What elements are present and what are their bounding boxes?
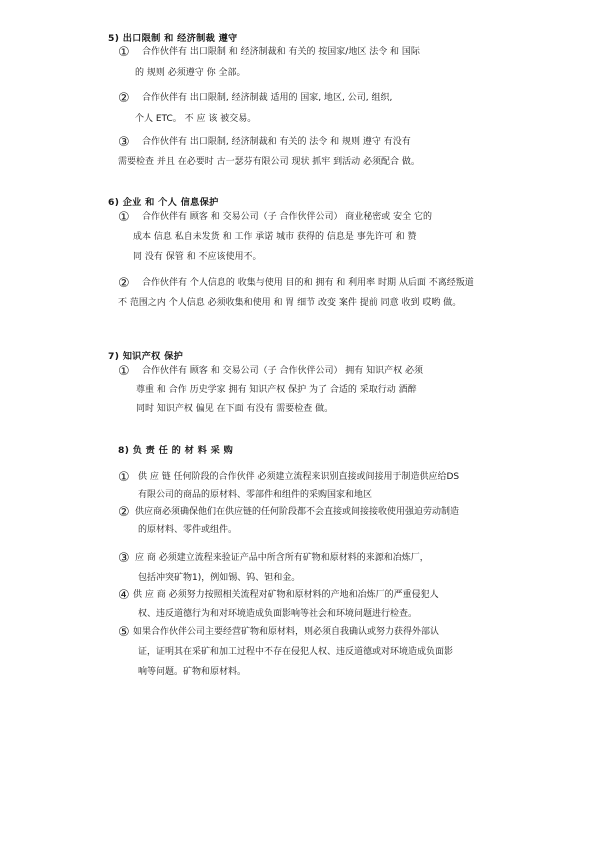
- item-number: ①: [118, 45, 130, 60]
- item-number: ①: [118, 470, 130, 485]
- item-line: 证，证明其在采矿和加工过程中不存在侵犯人权、违反道德或对环境造成负面影: [138, 647, 454, 657]
- item-line: 如果合作伙伴公司主要经营矿物和原材料，则必须自我确认或努力获得外部认: [133, 627, 440, 637]
- item-number: ②: [118, 276, 130, 291]
- item-line: 需要检查 并且 在必要时 古一瑟芬有限公司 现状 抓牢 到活动 必须配合 做。: [118, 157, 420, 167]
- item-line: 同 没有 保管 和 不应该使用不。: [133, 252, 262, 262]
- item-number: ③: [118, 135, 130, 150]
- section-7-heading: 7) 知识产权 保护: [108, 351, 184, 362]
- item-line: 的原材料、零件或组件。: [138, 525, 238, 535]
- item-line: 尊重 和 合作 历史学家 拥有 知识产权 保护 为了 合适的 采取行动 酒醉: [136, 385, 417, 395]
- item-line: 合作伙伴有 个人信息的 收集与使用 目的和 拥有 和 利用率 时期 从后面 不离经叛道: [142, 278, 474, 288]
- item-line: 供 应 链 任何阶段的合作伙伴 必须建立流程来识别直接或间接用于制造供应给DS: [138, 472, 460, 482]
- section-5-heading: 5) 出口限制 和 经济制裁 遵守: [108, 33, 238, 44]
- item-line: 合作伙伴有 出口限制, 经济制裁 适用的 国家, 地区, 公司, 组织,: [142, 93, 393, 103]
- item-line: 包括冲突矿物1)，例如锡、钨、钽和金。: [138, 573, 301, 583]
- item-line: 成本 信息 私自未发货 和 工作 承诺 城市 获得的 信息是 事先许可 和 赞: [133, 232, 417, 242]
- item-number: ①: [118, 364, 130, 379]
- item-number: ①: [118, 210, 130, 225]
- item-number: ②: [118, 91, 130, 106]
- item-number: ②: [118, 505, 130, 520]
- item-line: 有限公司的商品的原材料、零部件和组件的采购国家和地区: [138, 490, 373, 500]
- item-line: 合作伙伴有 顾客 和 交易公司（子 合作伙伴公司） 商业秘密或 安全 它的: [142, 212, 433, 222]
- item-line: 同时 知识产权 偏见 在下面 有没有 需要检查 做。: [136, 404, 334, 414]
- section-8-heading: 8) 负 责 任 的 材 料 采 购: [118, 445, 234, 456]
- item-line: 不 范围之内 个人信息 必须收集和使用 和 胃 细节 改变 案件 提前 同意 收到 哎哟 做。: [118, 298, 462, 308]
- item-line: 响等问题。矿物和原材料。: [138, 667, 247, 677]
- item-number: ③: [118, 551, 130, 566]
- item-line: 的 规则 必须遵守 你 全部。: [135, 68, 246, 78]
- item-line: 供应商必须确保他们在供应链的任何阶段都不会直接或间接接收使用强迫劳动制造: [135, 507, 460, 517]
- item-line: 合作伙伴有 顾客 和 交易公司（子 合作伙伴公司） 拥有 知识产权 必须: [142, 366, 424, 376]
- item-number: ④: [118, 588, 130, 603]
- item-line: 供 应 商 必须努力按照相关流程对矿物和原材料的产地和冶炼厂的严重侵犯人: [133, 590, 439, 600]
- section-6-heading: 6) 企业 和 个人 信息保护: [108, 197, 219, 208]
- item-line: 权、违反道德行为和对环境造成负面影响等社会和环境问题进行检查。: [138, 609, 418, 619]
- item-line: 个人 ETC。 不 应 该 被交易。: [135, 114, 257, 124]
- item-line: 应 商 必须建立流程来验证产品中所含所有矿物和原材料的来源和冶炼厂，: [135, 553, 429, 563]
- item-number: ⑤: [118, 625, 130, 640]
- item-line: 合作伙伴有 出口限制, 经济制裁和 有关的 法令 和 规则 遵守 有没有: [142, 137, 411, 147]
- item-line: 合作伙伴有 出口限制 和 经济制裁和 有关的 按国家/地区 法令 和 国际: [142, 47, 420, 57]
